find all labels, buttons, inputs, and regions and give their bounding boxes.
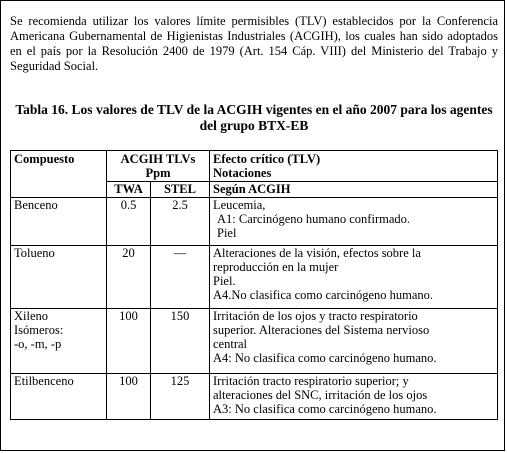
table-row [11, 246, 498, 309]
efecto-line: Leucemia, [213, 198, 266, 212]
efecto-line: A4.No clasifica como carcinógeno humano. [213, 288, 434, 302]
cell-efecto [210, 309, 498, 374]
tlv-table [10, 150, 498, 420]
cell-stel: 2.5 [151, 198, 210, 246]
cell-twa: 0.5 [107, 198, 151, 246]
compuesto-line: -o, -m, -p [14, 337, 62, 351]
header-stel: STEL [151, 182, 210, 198]
compuesto-line: Benceno [14, 198, 58, 212]
cell-stel: 150 [151, 309, 210, 374]
table-row [11, 198, 498, 246]
efecto-line: superior. Alteraciones del Sistema nervioso [213, 323, 430, 337]
cell-efecto [210, 246, 498, 309]
efecto-line: central [213, 337, 248, 351]
cell-stel: 125 [151, 374, 210, 420]
compuesto-line: Tolueno [14, 246, 55, 260]
cell-twa: 100 [107, 309, 151, 374]
cell-efecto [210, 374, 498, 420]
header-acgih-line1: ACGIH TLVs [120, 152, 196, 166]
compuesto-line: Etilbenceno [14, 374, 74, 388]
header-twa: TWA [107, 182, 151, 198]
cell-compuesto [11, 309, 107, 374]
efecto-line: Irritación de los ojos y tracto respiratorio [213, 309, 418, 323]
header-efecto [210, 151, 498, 182]
cell-twa: 100 [107, 374, 151, 420]
intro-paragraph: Se recomienda utilizar los valores límite permisibles (TLV) establecidos por la Conferencia Americana Gubernamental de Higienistas Industriales (ACGIH), los cuales han sido adoptados en el país por la Resolución 2400 de 1979 (Art. 154 Cáp. VIII) del Ministerio del Trabajo y Seguridad Social. [10, 14, 498, 73]
header-row-1 [11, 151, 498, 182]
header-segun: Según ACGIH [210, 182, 498, 198]
table-row [11, 309, 498, 374]
efecto-line: Piel [217, 226, 237, 240]
table-row [11, 374, 498, 420]
cell-compuesto [11, 198, 107, 246]
efecto-line: Alteraciones de la visión, efectos sobre la [213, 246, 421, 260]
efecto-line: Irritación tracto respiratorio superior; y [213, 374, 409, 388]
header-efecto-line1: Efecto crítico (TLV) [213, 152, 321, 166]
cell-efecto [210, 198, 498, 246]
table-caption: Tabla 16. Los valores de TLV de la ACGIH vigentes en el año 2007 para los agentes del grupo BTX-EB [15, 102, 493, 133]
cell-compuesto [11, 246, 107, 309]
compuesto-line: Xileno [14, 309, 49, 323]
cell-compuesto [11, 374, 107, 420]
efecto-line: A3: No clasifica como carcinógeno humano. [213, 402, 437, 416]
header-efecto-line2: Notaciones [213, 166, 272, 180]
cell-twa: 20 [107, 246, 151, 309]
cell-stel: — [151, 246, 210, 309]
header-acgih [107, 151, 210, 182]
header-acgih-line2: Ppm [145, 166, 171, 180]
efecto-line: A1: Carcinógeno humano confirmado. [217, 212, 411, 226]
efecto-line: A4: No clasifica como carcinógeno humano. [213, 351, 437, 365]
compuesto-line: Isómeros: [14, 323, 64, 337]
table-body [11, 198, 498, 420]
efecto-line: reproducción en la mujer [213, 260, 339, 274]
efecto-line: Piel. [213, 274, 236, 288]
efecto-line: alteraciones del SNC, irritación de los ojos [213, 388, 428, 402]
header-compuesto: Compuesto [11, 151, 107, 198]
